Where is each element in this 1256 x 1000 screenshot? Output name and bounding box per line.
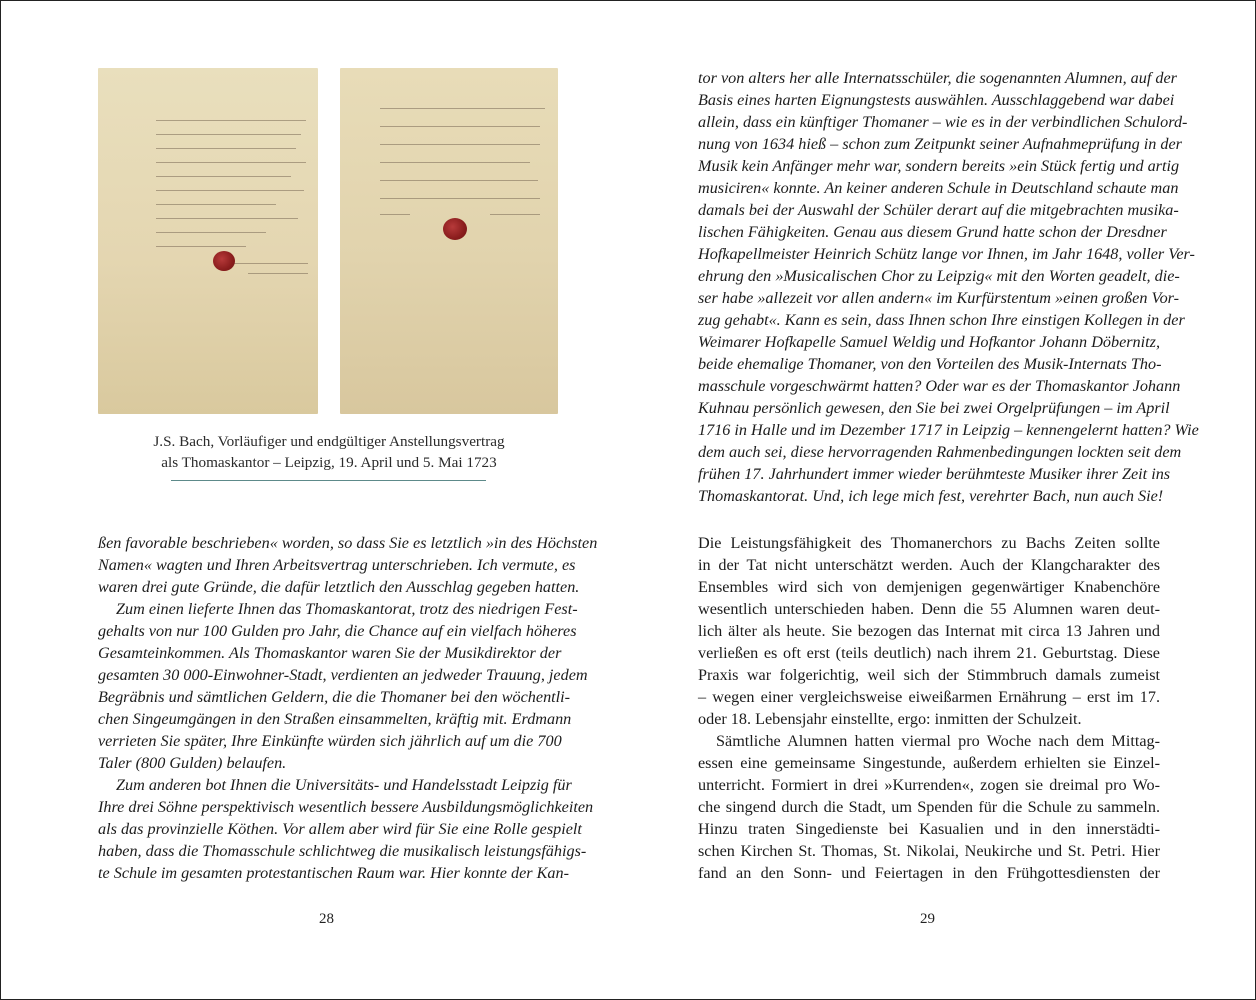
body-line: musiciren« konnte. An keiner anderen Schule in Deutschland schaute man xyxy=(698,179,1179,197)
figure-caption-line-1: J.S. Bach, Vorläufiger und endgültiger Anstellungsvertrag xyxy=(153,433,505,450)
body-line: Begräbnis und sämtlichen Geldern, die die Thomaner bei den wöchentli- xyxy=(98,688,571,706)
body-line: Namen« wagten und Ihren Arbeitsvertrag unterschrieben. Ich vermute, es xyxy=(98,556,576,574)
body-line: zug gehabt«. Kann es sein, dass Ihnen schon Ihre einstigen Kollegen in der xyxy=(698,311,1185,329)
body-line: chen Singeumgängen in den Straßen einsammelten, kräftig mit. Erdmann xyxy=(98,710,572,728)
body-line: Kuhnau persönlich gewesen, den Sie bei zwei Orgelprüfungen – im April xyxy=(698,399,1170,417)
body-line: 1716 in Halle und im Dezember 1717 in Leipzig – kennengelernt hatten? Wie xyxy=(698,421,1199,439)
body-line: Basis eines harten Eignungstests auswählen. Ausschlaggebend war dabei xyxy=(698,91,1175,109)
body-line: Zum anderen bot Ihnen die Universitäts- und Handelsstadt Leipzig für xyxy=(116,776,572,794)
body-line: fand an den Sonn- und Feiertagen in den Frühgottesdiensten der xyxy=(698,864,1160,882)
body-line: ehrung den »Musicalischen Chor zu Leipzig« mit den Worten geadelt, die- xyxy=(698,267,1180,285)
body-line: oder 18. Lebensjahr einstellte, ergo: inmitten der Schulzeit. xyxy=(698,710,1082,728)
body-line: dem auch sei, diese hervorragenden Rahmenbedingungen lockten seit dem xyxy=(698,443,1182,461)
page-number: 28 xyxy=(319,911,334,927)
body-line: allein, dass ein künftiger Thomaner – wie es in der verbindlichen Schulord- xyxy=(698,113,1188,131)
body-line: haben, dass die Thomasschule schlichtweg die musikalisch leistungsfähigs- xyxy=(98,842,587,860)
wax-seal-icon xyxy=(443,218,467,240)
manuscript-image-provisional-contract xyxy=(98,68,318,414)
body-line: – wegen einer vergleichsweise eiweißarmen Ernährung – erst im 17. xyxy=(698,688,1160,706)
body-line: masschule vorgeschwärmt hatten? Oder war es der Thomaskantor Johann xyxy=(698,377,1181,395)
body-line: waren drei gute Gründe, die dafür letztlich den Ausschlag gegeben hatten. xyxy=(98,578,580,596)
manuscript-image-final-contract xyxy=(340,68,558,414)
body-line: ßen favorable beschrieben« worden, so dass Sie es letztlich »in des Höchsten xyxy=(98,534,598,552)
caption-divider xyxy=(171,480,486,481)
body-line: Ensembles wird sich von demjenigen gegenwärtiger Knabenchöre xyxy=(698,578,1160,596)
body-line: verrieten Sie später, Ihre Einkünfte würden sich jährlich auf um die 700 xyxy=(98,732,562,750)
body-line: schen Kirchen St. Thomas, St. Nikolai, Neukirche und St. Petri. Hier xyxy=(698,842,1160,860)
wax-seal-icon xyxy=(213,251,235,271)
figure-caption-line-2: als Thomaskantor – Leipzig, 19. April und 5. Mai 1723 xyxy=(161,454,497,471)
body-line: Weimarer Hofkapelle Samuel Weldig und Hofkantor Johann Döbernitz, xyxy=(698,333,1160,351)
page-number: 29 xyxy=(920,911,935,927)
body-line: essen eine gemeinsame Singestunde, außerdem erhielten sie Einzel- xyxy=(698,754,1160,772)
left-page xyxy=(1,1,628,999)
body-line: Thomaskantorat. Und, ich lege mich fest, verehrter Bach, nun auch Sie! xyxy=(698,487,1164,505)
body-line: unterricht. Formiert in drei »Kurrenden«, zogen sie dreimal pro Wo- xyxy=(698,776,1160,794)
body-line: Hinzu traten Singedienste bei Kasualien und in den innerstädti- xyxy=(698,820,1160,838)
body-line: verließen es oft erst (teils deutlich) nach ihrem 21. Geburtstag. Diese xyxy=(698,644,1160,662)
right-page xyxy=(628,1,1255,999)
body-line: lischen Fähigkeiten. Genau aus diesem Grund hatte schon der Dresdner xyxy=(698,223,1167,241)
body-line: Musik kein Anfänger mehr war, sondern bereits »ein Stück fertig und artig xyxy=(698,157,1180,175)
body-line: Hofkapellmeister Heinrich Schütz lange vor Ihnen, im Jahr 1648, voller Ver- xyxy=(698,245,1195,263)
body-line: Gesamteinkommen. Als Thomaskantor waren Sie der Musikdirektor der xyxy=(98,644,562,662)
body-line: Ihre drei Söhne perspektivisch wesentlich bessere Ausbildungsmöglichkeiten xyxy=(98,798,594,816)
body-line: als das provinzielle Köthen. Vor allem aber wird für Sie eine Rolle gespielt xyxy=(98,820,582,838)
body-line: gesamten 30 000-Einwohner-Stadt, verdienten an jedweder Trauung, jedem xyxy=(98,666,588,684)
body-line: Praxis war folgerichtig, weil sich der Stimmbruch damals zumeist xyxy=(698,666,1160,684)
body-line: Zum einen lieferte Ihnen das Thomaskantorat, trotz des niedrigen Fest- xyxy=(116,600,578,618)
body-line: che singend durch die Stadt, um Spenden für die Schule zu sammeln. xyxy=(698,798,1160,816)
body-line: Die Leistungsfähigkeit des Thomanerchors zu Bachs Zeiten sollte xyxy=(698,534,1160,552)
body-line: in der Tat nicht unterschätzt werden. Auch der Klangcharakter des xyxy=(698,556,1160,574)
body-line: te Schule im gesamten protestantischen Raum war. Hier konnte der Kan- xyxy=(98,864,570,882)
body-line: ser habe »allezeit vor allen andern« im Kurfürstentum »einen großen Vor- xyxy=(698,289,1180,307)
body-line: Sämtliche Alumnen hatten viermal pro Woche nach dem Mittag- xyxy=(716,732,1160,750)
body-line: beide ehemalige Thomaner, von den Vorteilen des Musik-Internats Tho- xyxy=(698,355,1162,373)
body-line: lich älter als heute. Sie bezogen das Internat mit circa 13 Jahren und xyxy=(698,622,1160,640)
body-line: Taler (800 Gulden) belaufen. xyxy=(98,754,287,772)
body-line: gehalts von nur 100 Gulden pro Jahr, die Chance auf ein vielfach höheres xyxy=(98,622,577,640)
body-line: nung von 1634 hieß – schon zum Zeitpunkt seiner Aufnahmeprüfung in der xyxy=(698,135,1182,153)
body-line: damals bei der Auswahl der Schüler derart auf die mitgebrachten musika- xyxy=(698,201,1179,219)
body-line: tor von alters her alle Internatsschüler, die sogenannten Alumnen, auf der xyxy=(698,69,1177,87)
body-line: wesentlich unterschieden haben. Denn die 55 Alumnen waren deut- xyxy=(698,600,1160,618)
body-line: frühen 17. Jahrhundert immer wieder berühmteste Musiker ihrer Zeit ins xyxy=(698,465,1171,483)
